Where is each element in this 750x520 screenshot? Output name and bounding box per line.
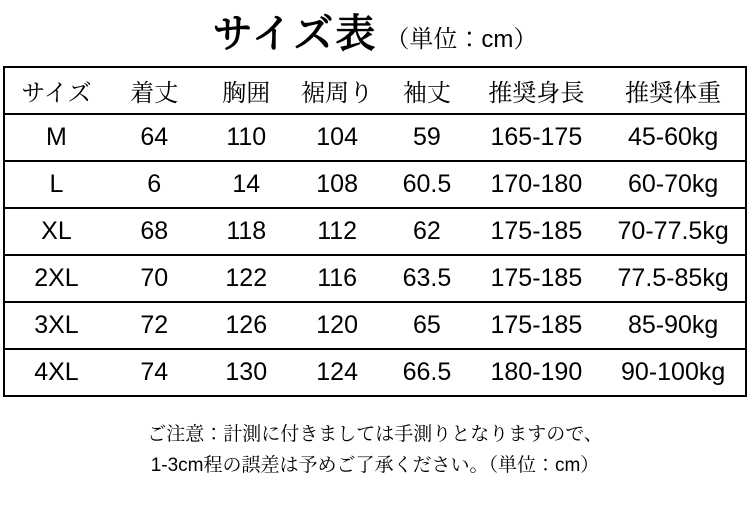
cell-size: 4XL: [4, 349, 108, 396]
table-row-2xl: [4, 255, 746, 302]
table-row-3xl: [4, 302, 746, 349]
cell-sleeve: 65: [382, 302, 471, 349]
table-header-row: [4, 67, 746, 114]
cell-weight: 90-100kg: [601, 349, 746, 396]
cell-chest: 118: [201, 208, 292, 255]
cell-length: 68: [108, 208, 201, 255]
cell-height: 175-185: [471, 255, 601, 302]
cell-size: M: [4, 114, 108, 161]
column-header-size: サイズ: [4, 67, 108, 114]
cell-size: XL: [4, 208, 108, 255]
cell-height: 175-185: [471, 302, 601, 349]
cell-sleeve: 63.5: [382, 255, 471, 302]
cell-sleeve: 62: [382, 208, 471, 255]
title-text: サイズ表: [212, 12, 378, 56]
column-header-hem: 裾周り: [292, 67, 383, 114]
cell-hem: 104: [292, 114, 383, 161]
caution-note: [0, 419, 750, 481]
caution-note-line1: ご注意：計測に付きましては手測りとなりますので、: [147, 424, 603, 445]
cell-size: 3XL: [4, 302, 108, 349]
cell-size: L: [4, 161, 108, 208]
cell-height: 180-190: [471, 349, 601, 396]
cell-length: 64: [108, 114, 201, 161]
cell-sleeve: 59: [382, 114, 471, 161]
table-row-m: [4, 114, 746, 161]
cell-weight: 60-70kg: [601, 161, 746, 208]
cell-length: 72: [108, 302, 201, 349]
cell-size: 2XL: [4, 255, 108, 302]
cell-hem: 112: [292, 208, 383, 255]
cell-hem: 120: [292, 302, 383, 349]
cell-length: 6: [108, 161, 201, 208]
cell-weight: 77.5-85kg: [601, 255, 746, 302]
cell-chest: 130: [201, 349, 292, 396]
column-header-sleeve: 袖丈: [382, 67, 471, 114]
cell-sleeve: 66.5: [382, 349, 471, 396]
cell-weight: 85-90kg: [601, 302, 746, 349]
cell-weight: 70-77.5kg: [601, 208, 746, 255]
column-header-weight: 推奨体重: [601, 67, 746, 114]
cell-chest: 126: [201, 302, 292, 349]
column-header-chest: 胸囲: [201, 67, 292, 114]
table-row-4xl: [4, 349, 746, 396]
page-title: [0, 0, 750, 66]
cell-weight: 45-60kg: [601, 114, 746, 161]
cell-hem: 124: [292, 349, 383, 396]
cell-hem: 108: [292, 161, 383, 208]
column-header-height: 推奨身長: [471, 67, 601, 114]
size-table: [3, 66, 747, 397]
cell-sleeve: 60.5: [382, 161, 471, 208]
table-row-xl: [4, 208, 746, 255]
table-row-l: [4, 161, 746, 208]
cell-height: 170-180: [471, 161, 601, 208]
column-header-length: 着丈: [108, 67, 201, 114]
cell-hem: 116: [292, 255, 383, 302]
cell-chest: 14: [201, 161, 292, 208]
cell-length: 74: [108, 349, 201, 396]
caution-note-line2: 1-3cm程の誤差は予めご了承ください。（単位：cm）: [150, 455, 600, 476]
cell-length: 70: [108, 255, 201, 302]
cell-chest: 110: [201, 114, 292, 161]
cell-height: 165-175: [471, 114, 601, 161]
cell-chest: 122: [201, 255, 292, 302]
cell-height: 175-185: [471, 208, 601, 255]
title-unit-text: （単位：cm）: [385, 26, 538, 53]
